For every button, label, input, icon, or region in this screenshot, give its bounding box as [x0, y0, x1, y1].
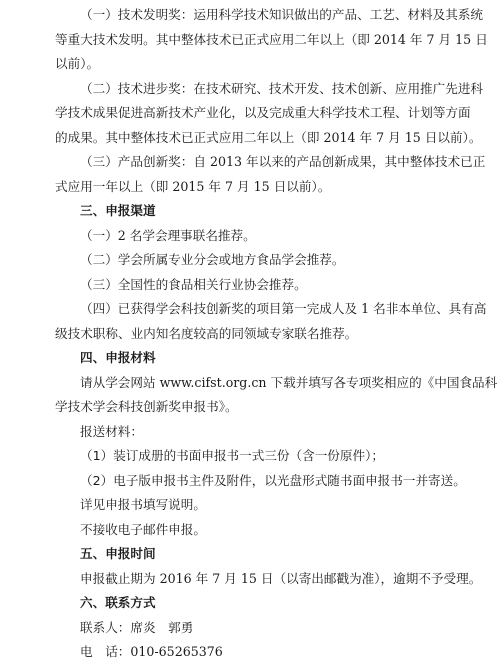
- line-text: （四）已获得学会科技创新奖的项目第一完成人及: [80, 301, 362, 316]
- line-text: 以前）。: [55, 56, 100, 71]
- line-text: 名非本单位、具有高: [369, 301, 487, 316]
- paragraph-line: [55, 129, 500, 147]
- section-heading: [80, 594, 500, 612]
- line-text: 7: [376, 129, 385, 145]
- paragraph-line: [80, 6, 500, 24]
- line-text: 级技术职称、业内知名度较高的同领域专家联名推荐。: [55, 325, 358, 341]
- line-text: 年以来的产品创新成果，其中整体技术已正: [242, 154, 486, 169]
- paragraph-line: [80, 496, 500, 514]
- line-text: 2014: [373, 31, 406, 47]
- section-heading: [80, 202, 500, 220]
- line-text: 日以前）。: [269, 178, 331, 194]
- line-text: 下载并填写各专项奖相应的《中国食品科: [266, 374, 498, 390]
- line-text: 申报截止期为: [80, 570, 160, 586]
- line-text: 2015: [172, 178, 205, 194]
- line-text: 2013: [209, 154, 243, 169]
- line-text: 等重大技术发明。其中整体技术已正式应用二年以上（即: [55, 31, 374, 47]
- line-text: 15: [240, 570, 257, 586]
- line-text: 学技术学会科技创新奖申报书》。: [55, 399, 238, 414]
- paragraph-line: [80, 300, 500, 318]
- line-text: 不接收电子邮件申报。: [80, 521, 206, 537]
- line-text: 学技术成果促进高新技术产业化，以及完成重大科学技术工程、计划等方面: [55, 105, 471, 120]
- line-text: 15: [253, 178, 270, 194]
- line-text: 7: [212, 570, 221, 586]
- line-text: 年: [191, 570, 213, 586]
- paragraph-line: [80, 251, 500, 269]
- line-text: 15: [404, 129, 421, 145]
- line-text: 的成果。其中整体技术已正式应用二年以上（即: [55, 129, 324, 145]
- paragraph-line: [80, 227, 500, 245]
- line-text: 2016: [159, 570, 192, 586]
- line-text: 月: [384, 129, 405, 145]
- line-text: 电 话：: [80, 644, 131, 659]
- line-text: 名学会理事联名推荐。: [125, 227, 256, 243]
- line-text: 010-65265376: [130, 644, 223, 659]
- line-text: （二）技术进步奖：在技术研究、技术开发、技术创新、应用推广先进科: [80, 80, 483, 96]
- paragraph-line: [80, 570, 500, 588]
- line-text: 联系人：席炎 郭勇: [80, 619, 194, 635]
- paragraph-line: [80, 276, 500, 294]
- line-text: 四、申报材料: [80, 350, 156, 365]
- line-text: 日: [471, 31, 488, 47]
- line-text: 六、联系方式: [80, 595, 156, 610]
- section-heading: [80, 349, 500, 367]
- line-text: 五、申报时间: [80, 546, 156, 561]
- paragraph-line: [55, 55, 500, 73]
- line-text: 月: [220, 570, 241, 586]
- line-text: （一）技术发明奖：运用科学技术知识做出的产品、工艺、材料及其系统: [80, 7, 483, 22]
- paragraph-line: [55, 398, 500, 416]
- paragraph-line: [80, 643, 500, 661]
- line-text: 报送材料：: [80, 423, 143, 439]
- line-text: 1: [361, 301, 370, 316]
- paragraph-line: [80, 521, 500, 539]
- paragraph-line: [80, 423, 500, 441]
- line-text: 7: [225, 178, 234, 194]
- line-text: 式应用一年以上（即: [55, 178, 173, 194]
- line-text: （三）产品创新奖：自: [80, 154, 210, 169]
- line-text: 年: [204, 178, 226, 194]
- paragraph-line: [55, 31, 500, 49]
- line-text: 详见申报书填写说明。: [80, 497, 206, 512]
- line-text: 15: [455, 31, 472, 47]
- paragraph-line: [55, 178, 500, 196]
- line-text: 7: [426, 31, 435, 47]
- line-text: www.cifst.org.cn: [159, 374, 267, 390]
- paragraph-line: [55, 325, 500, 343]
- line-text: 年: [355, 129, 377, 145]
- line-text: 年: [405, 31, 427, 47]
- line-text: 月: [434, 31, 456, 47]
- line-text: 日以前）。: [420, 129, 482, 145]
- paragraph-line: [80, 619, 500, 637]
- section-heading: [80, 545, 500, 563]
- paragraph-line: [80, 80, 500, 98]
- line-text: 日（以寄出邮戳为准），逾期不予受理。: [256, 570, 482, 586]
- paragraph-line: [55, 104, 500, 122]
- paragraph-line: [80, 374, 500, 392]
- line-text: （三）全国性的食品相关行业协会推荐。: [80, 276, 307, 292]
- line-text: 月: [233, 178, 254, 194]
- line-text: 三、申报渠道: [80, 203, 156, 218]
- paragraph-line: [80, 153, 500, 171]
- line-text: 请从学会网站: [80, 374, 160, 390]
- paragraph-line: [80, 447, 500, 465]
- line-text: 2014: [323, 129, 356, 145]
- line-text: （2）电子版申报书主件及附件，以光盘形式随书面申报书一并寄送。: [80, 472, 466, 488]
- line-text: （一）: [80, 227, 118, 243]
- paragraph-line: [80, 472, 500, 490]
- line-text: （1）装订成册的书面申报书一式三份（含一份原件）；: [80, 448, 384, 463]
- line-text: 2: [117, 227, 126, 243]
- line-text: （二）学会所属专业分会或地方食品学会推荐。: [80, 252, 345, 267]
